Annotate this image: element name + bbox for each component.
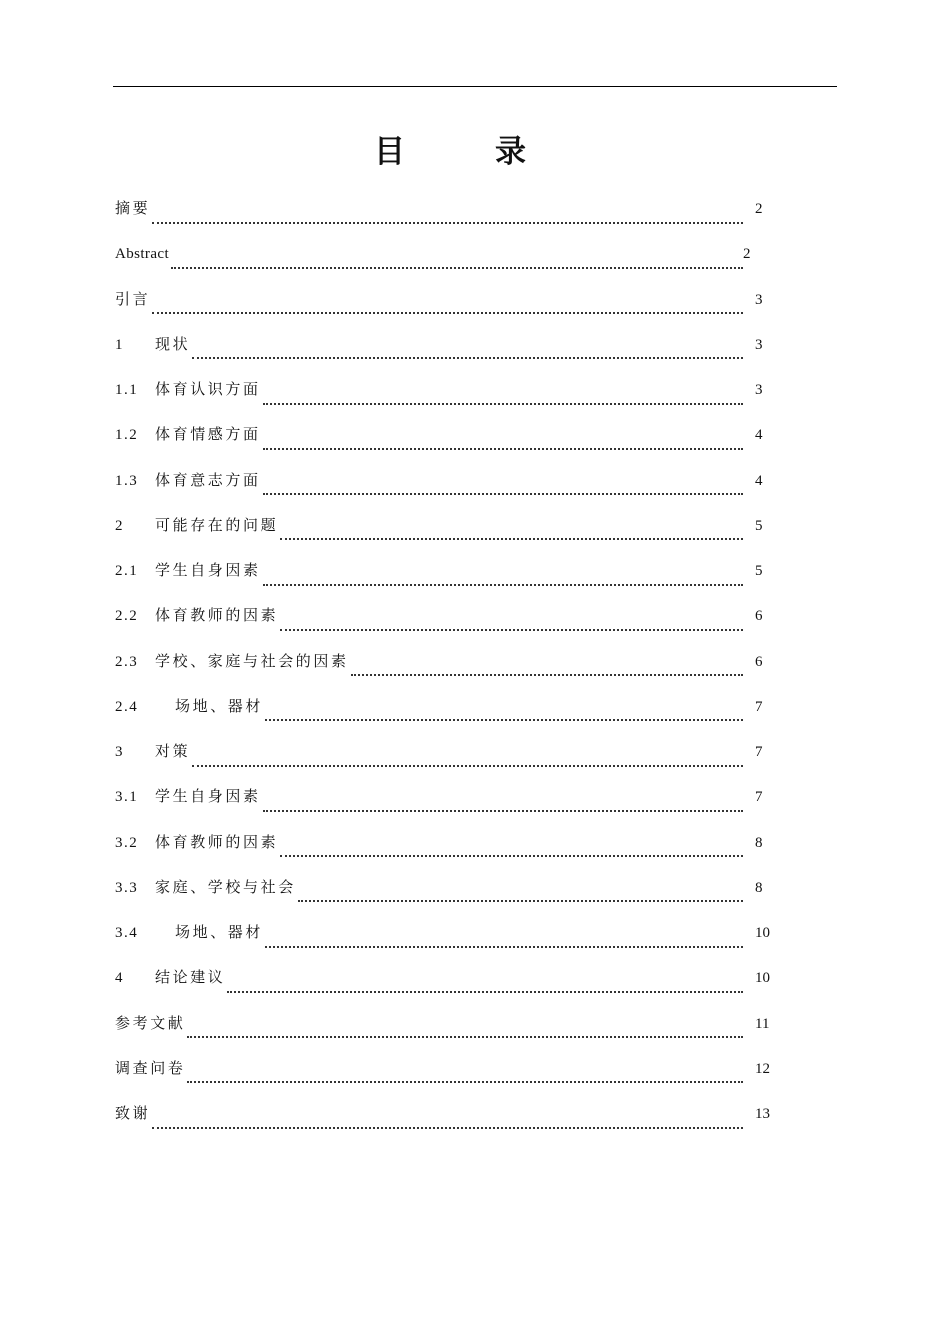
toc-leader-dots [265, 946, 743, 948]
toc-leader-dots [192, 765, 743, 767]
toc-entry-number: 1.2 [115, 427, 139, 444]
toc-entry[interactable] [115, 1056, 775, 1101]
toc-entry-number: 4 [115, 970, 124, 987]
toc-entry-page: 4 [755, 427, 763, 444]
toc-entry[interactable] [115, 649, 775, 694]
toc-entry[interactable] [115, 1101, 775, 1146]
toc-leader-dots [263, 403, 743, 405]
toc-leader-dots [263, 448, 743, 450]
toc-entry-label: 致谢 [115, 1106, 151, 1122]
toc-leader-dots [280, 855, 743, 857]
toc-entry[interactable] [115, 513, 775, 558]
toc-entry-number: 2.3 [115, 653, 139, 670]
toc-title-right: 录 [495, 134, 526, 170]
toc-entry-label: 现状 [155, 336, 191, 353]
toc-entry-page: 2 [743, 246, 751, 263]
toc-entry[interactable] [115, 920, 775, 965]
toc-entry-number: 1.1 [115, 382, 139, 398]
toc-leader-dots [280, 538, 743, 540]
toc-entry-label: 体育情感方面 [155, 427, 261, 444]
toc-entry-page: 7 [755, 698, 763, 715]
toc-entry-page: 13 [755, 1106, 770, 1122]
toc-entry-label: 体育认识方面 [155, 382, 261, 398]
toc-entry-label: 体育教师的因素 [155, 608, 279, 625]
toc-entry-page: 3 [755, 336, 763, 353]
toc-entry-label: 体育意志方面 [155, 472, 261, 489]
toc-entry[interactable] [115, 468, 775, 513]
toc-entry-page: 2 [755, 201, 763, 217]
toc-entry-label: 参考文献 [115, 1015, 186, 1032]
toc-entry-page: 3 [755, 291, 763, 308]
toc-entry[interactable] [115, 287, 775, 332]
toc-leader-dots [152, 312, 743, 314]
toc-entry[interactable] [115, 739, 775, 784]
toc-entry-page: 4 [755, 472, 763, 489]
toc-entry-number: 2.2 [115, 608, 139, 625]
toc-entry-page: 5 [755, 563, 763, 579]
toc-entry-number: 2.4 [115, 698, 139, 715]
toc-entry-page: 6 [755, 608, 763, 625]
toc-leader-dots [280, 629, 743, 631]
toc-entry-number: 3.1 [115, 789, 139, 806]
toc-entry-label: 场地、器材 [175, 925, 264, 941]
toc-entry[interactable] [115, 694, 775, 739]
toc-leader-dots [187, 1081, 743, 1083]
toc-entry-number: 1.3 [115, 472, 139, 489]
toc-entry-label: 学生自身因素 [155, 563, 261, 579]
toc-leader-dots [351, 674, 743, 676]
toc-entry[interactable] [115, 196, 775, 241]
toc-leader-dots [263, 584, 743, 586]
toc-entry-number: 2 [115, 517, 124, 534]
toc-entry-page: 10 [755, 925, 770, 941]
toc-entry-page: 10 [755, 970, 770, 987]
toc-entry[interactable] [115, 241, 775, 286]
toc-entry-page: 7 [755, 789, 763, 806]
toc-entry[interactable] [115, 603, 775, 648]
toc-entry-page: 12 [755, 1060, 770, 1077]
toc-leader-dots [227, 991, 743, 993]
toc-leader-dots [263, 493, 743, 495]
toc-entry-label: 摘要 [115, 201, 151, 217]
toc-leader-dots [265, 719, 743, 721]
toc-entry-number: 3.3 [115, 879, 139, 896]
toc-entry-number: 3.2 [115, 834, 139, 851]
toc-entry-page: 11 [755, 1015, 770, 1032]
header-rule [113, 86, 837, 87]
toc-leader-dots [192, 357, 743, 359]
toc-entry-number: 3.4 [115, 925, 139, 941]
toc-entry-page: 7 [755, 744, 763, 760]
toc-entry-page: 3 [755, 382, 763, 398]
toc-entry-page: 8 [755, 834, 763, 851]
toc-entry-page: 8 [755, 879, 763, 896]
toc-entry-label: 结论建议 [155, 970, 226, 987]
toc-entry-label: 家庭、学校与社会 [155, 879, 296, 896]
toc-entry[interactable] [115, 830, 775, 875]
toc-entry[interactable] [115, 332, 775, 377]
toc-leader-dots [298, 900, 743, 902]
toc-entry[interactable] [115, 422, 775, 467]
toc-entry-number: 2.1 [115, 563, 139, 579]
toc-title-left: 目 [374, 134, 405, 170]
toc-entry[interactable] [115, 875, 775, 920]
table-of-contents [115, 196, 775, 1146]
toc-entry-label: 场地、器材 [175, 698, 264, 715]
toc-entry-label: 学生自身因素 [155, 789, 261, 806]
toc-entry-label: 对策 [155, 744, 191, 760]
toc-leader-dots [263, 810, 743, 812]
toc-leader-dots [152, 222, 743, 224]
toc-entry-number: 1 [115, 336, 124, 353]
toc-entry-label: 体育教师的因素 [155, 834, 279, 851]
toc-title [0, 126, 900, 171]
toc-entry[interactable] [115, 1011, 775, 1056]
toc-entry-number: 3 [115, 744, 124, 760]
toc-entry-label: Abstract [115, 246, 170, 263]
toc-entry[interactable] [115, 965, 775, 1010]
toc-entry[interactable] [115, 377, 775, 422]
toc-entry-label: 可能存在的问题 [155, 517, 279, 534]
toc-entry-label: 引言 [115, 291, 151, 308]
toc-entry-page: 5 [755, 517, 763, 534]
toc-entry-page: 6 [755, 653, 763, 670]
toc-entry[interactable] [115, 558, 775, 603]
toc-entry-label: 调查问卷 [115, 1060, 186, 1077]
toc-entry-label: 学校、家庭与社会的因素 [155, 653, 349, 670]
toc-entry[interactable] [115, 784, 775, 829]
toc-leader-dots [152, 1127, 743, 1129]
toc-leader-dots [187, 1036, 743, 1038]
toc-leader-dots [171, 267, 743, 269]
